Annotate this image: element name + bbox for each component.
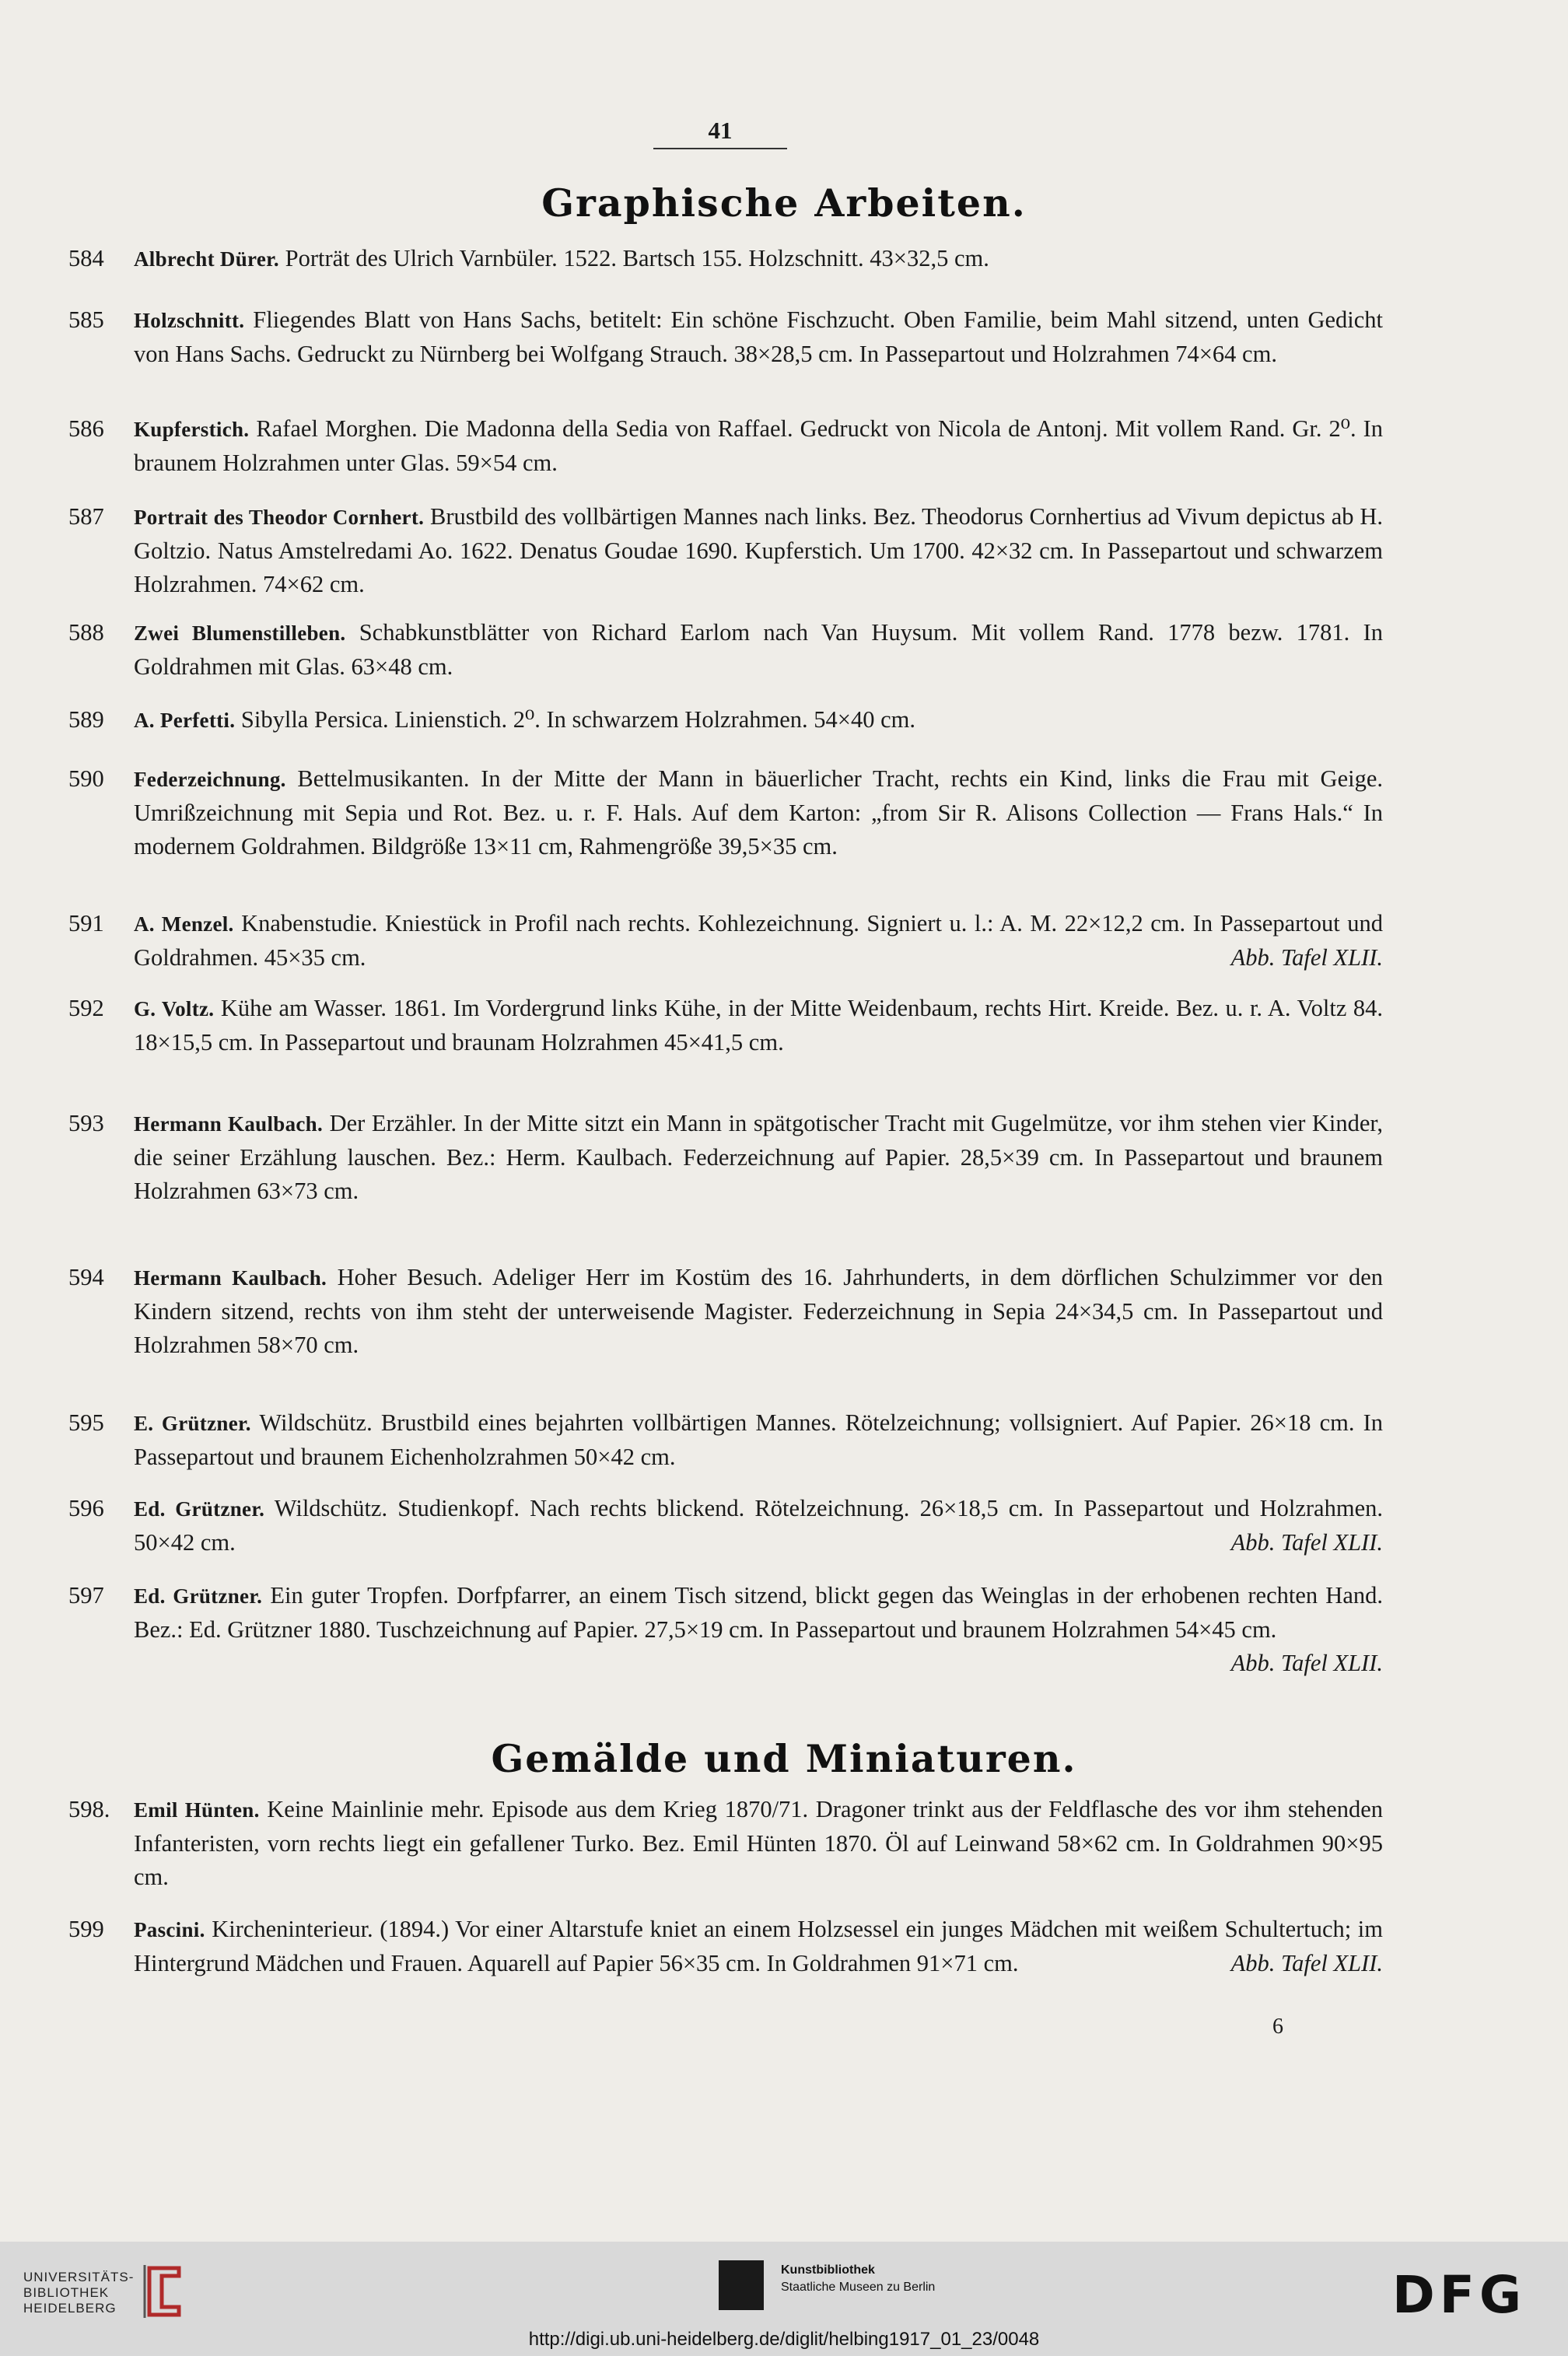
catalog-entry bbox=[68, 907, 1383, 975]
catalog-entry bbox=[68, 992, 1383, 1059]
catalog-entry bbox=[68, 1261, 1383, 1362]
kunstbibliothek-logo-icon bbox=[719, 2260, 764, 2310]
catalog-entry bbox=[68, 1793, 1383, 1894]
dfg-logo: DFG bbox=[1392, 2265, 1527, 2325]
entry-number: 597 bbox=[68, 1582, 104, 1609]
catalog-entry bbox=[68, 1579, 1383, 1680]
catalog-entry bbox=[68, 1107, 1383, 1208]
entry-number: 586 bbox=[68, 415, 104, 442]
entry-text: Brustbild des vollbärtigen Mannes nach links. Bez. Theodorus Cornhertius ad Vivum depictus ab H. Goltzio. Natus Amstelredami Ao. 1622. Denatus Goudae 1690. Kupferstich. Um 1700. 42×32 cm. In Passepartout und schwarzem Holzrahmen. 74×62 cm. bbox=[134, 503, 1384, 597]
entry-text: Ein guter Tropfen. Dorfpfarrer, an einem Tisch sitzend, blickt gegen das Weinglas in der erhobenen rechten Hand. Bez.: Ed. Grützner 1880. Tuschzeichnung auf Papier. 27,5×19 cm. In Passepartout und braunem Holzrahmen 54×45 cm. bbox=[134, 1582, 1383, 1643]
plate-reference: Abb. Tafel XLII. bbox=[1230, 1950, 1383, 1976]
uni-line: BIBLIOTHEK bbox=[23, 2285, 110, 2300]
entry-text: Knabenstudie. Kniestück in Profil nach rechts. Kohlezeichnung. Signiert u. l.: A. M. 22×12,2 cm. In Passepartout und Goldrahmen. 45×35 cm. bbox=[134, 910, 1384, 971]
section-heading-paintings: Gemälde und Miniaturen. bbox=[491, 1736, 1077, 1781]
entry-number: 592 bbox=[68, 995, 104, 1021]
entry-name: Kupferstich. bbox=[134, 418, 250, 441]
entry-name: A. Menzel. bbox=[134, 912, 234, 936]
entry-text: Porträt des Ulrich Varnbüler. 1522. Bartsch 155. Holzschnitt. 43×32,5 cm. bbox=[279, 245, 989, 271]
entry-number: 591 bbox=[68, 910, 104, 936]
catalog-entry bbox=[68, 1492, 1383, 1560]
entry-text: Keine Mainlinie mehr. Episode aus dem Krieg 1870/71. Dragoner trinkt aus der Feldflasche des vor ihm stehenden Infanteristen, vorn rechts liegt ein gefallener Turko. Bez. Emil Hünten 1870. Öl auf Leinwand 58×62 cm. In Goldrahmen 90×95 cm. bbox=[134, 1796, 1383, 1890]
entry-name: Holzschnitt. bbox=[134, 309, 245, 332]
entry-text: Wildschütz. Brustbild eines bejahrten vollbärtigen Mannes. Rötelzeichnung; vollsigniert. Auf Papier. 26×18 cm. In Passepartout und braunem Eichenholzrahmen 50×42 cm. bbox=[134, 1409, 1384, 1470]
uni-line: HEIDELBERG bbox=[23, 2301, 117, 2316]
entry-number: 590 bbox=[68, 765, 104, 792]
catalog-entry bbox=[68, 500, 1383, 601]
entry-number: 589 bbox=[68, 706, 104, 733]
entry-text: Kircheninterieur. (1894.) Vor einer Altarstufe kniet an einem Holzsessel ein junges Mädchen mit weißem Schultertuch; im Hintergrund Mädchen und Frauen. Aquarell auf Papier 56×35 cm. In Goldrahmen 91×71 cm. bbox=[134, 1916, 1383, 1976]
entry-number: 594 bbox=[68, 1264, 104, 1290]
entry-name: G. Voltz. bbox=[134, 997, 215, 1020]
section-heading-graphic-works: Graphische Arbeiten. bbox=[541, 180, 1027, 226]
university-library-text bbox=[23, 2270, 134, 2316]
entry-text: Bettelmusikanten. In der Mitte der Mann in bäuerlicher Tracht, rechts ein Kind, links die Frau mit Geige. Umrißzeichnung mit Sepia und Rot. Bez. u. r. F. Hals. Auf dem Karton: „from Sir R. Alisons Collection — Frans Hals.“ In modernem Goldrahmen. Bildgröße 13×11 cm, Rahmengröße 39,5×35 cm. bbox=[134, 765, 1383, 859]
entry-text: Kühe am Wasser. 1861. Im Vordergrund links Kühe, in der Mitte Weidenbaum, rechts Hirt. Kreide. Bez. u. r. A. Voltz 84. 18×15,5 cm. In Passepartout und braunam Holzrahmen 45×41,5 cm. bbox=[134, 995, 1384, 1055]
entry-name: Ed. Grützner. bbox=[134, 1584, 263, 1608]
entry-name: Pascini. bbox=[134, 1918, 205, 1941]
signature-mark: 6 bbox=[1272, 2015, 1283, 2039]
kunstbibliothek-text bbox=[781, 2262, 935, 2296]
entry-number: 596 bbox=[68, 1495, 104, 1521]
entry-number: 598. bbox=[68, 1796, 110, 1822]
plate-reference: Abb. Tafel XLII. bbox=[1230, 944, 1383, 971]
catalog-entry bbox=[68, 762, 1383, 863]
entry-number: 585 bbox=[68, 306, 104, 333]
catalog-entry bbox=[68, 703, 1383, 737]
entry-name: Federzeichnung. bbox=[134, 768, 286, 791]
entry-name: E. Grützner. bbox=[134, 1412, 251, 1435]
entry-text: Schabkunstblätter von Richard Earlom nach Van Huysum. Mit vollem Rand. 1778 bezw. 1781. In Goldrahmen mit Glas. 63×48 cm. bbox=[134, 619, 1383, 680]
kunst-subtitle: Staatliche Museen zu Berlin bbox=[781, 2281, 936, 2294]
university-logo-icon bbox=[138, 2263, 190, 2319]
catalog-entry bbox=[68, 412, 1383, 480]
entry-text: Sibylla Persica. Linienstich. 2⁰. In schwarzem Holzrahmen. 54×40 cm. bbox=[235, 706, 916, 733]
entry-text: Fliegendes Blatt von Hans Sachs, betitelt: Ein schöne Fischzucht. Oben Familie, beim Mahl sitzend, unten Gedicht von Hans Sachs. Gedruckt zu Nürnberg bei Wolfgang Strauch. 38×28,5 cm. In Passepartout und Holzrahmen 74×64 cm. bbox=[134, 306, 1383, 367]
entry-text: Rafael Morghen. Die Madonna della Sedia von Raffael. Gedruckt von Nicola de Antonj. Mit vollem Rand. Gr. 2⁰. In braunem Holzrahmen unter Glas. 59×54 cm. bbox=[134, 415, 1383, 476]
entry-name: Albrecht Dürer. bbox=[134, 247, 279, 271]
entry-number: 599 bbox=[68, 1916, 104, 1942]
source-url[interactable]: http://digi.ub.uni-heidelberg.de/diglit/helbing1917_01_23/0048 bbox=[528, 2329, 1040, 2350]
page-number: 41 bbox=[708, 117, 733, 144]
entry-name: Hermann Kaulbach. bbox=[134, 1266, 327, 1290]
plate-reference: Abb. Tafel XLII. bbox=[1230, 1650, 1383, 1676]
entry-name: Hermann Kaulbach. bbox=[134, 1112, 324, 1136]
entry-number: 584 bbox=[68, 245, 104, 271]
catalog-entry bbox=[68, 303, 1383, 371]
entry-number: 587 bbox=[68, 503, 104, 530]
uni-line: UNIVERSITÄTS- bbox=[23, 2270, 135, 2284]
entry-name: A. Perfetti. bbox=[134, 709, 236, 732]
entry-name: Emil Hünten. bbox=[134, 1798, 260, 1822]
page-number-rule bbox=[653, 148, 787, 149]
catalog-entry bbox=[68, 616, 1383, 684]
entry-number: 593 bbox=[68, 1110, 104, 1136]
entry-name: Ed. Grützner. bbox=[134, 1497, 265, 1521]
entry-name: Zwei Blumenstilleben. bbox=[134, 621, 346, 645]
catalog-entry bbox=[68, 1913, 1383, 1980]
entry-text: Der Erzähler. In der Mitte sitzt ein Mann in spätgotischer Tracht mit Gugelmütze, vor ihm stehen vier Kinder, die seiner Erzählung lauschen. Bez.: Herm. Kaulbach. Federzeichnung auf Papier. 28,5×39 cm. In Passepartout und braunem Holzrahmen 63×73 cm. bbox=[134, 1110, 1383, 1204]
entry-number: 595 bbox=[68, 1409, 104, 1436]
catalog-entry bbox=[68, 1406, 1383, 1474]
catalog-entry bbox=[68, 242, 1383, 276]
entry-name: Portrait des Theodor Cornhert. bbox=[134, 506, 425, 529]
plate-reference: Abb. Tafel XLII. bbox=[1230, 1529, 1383, 1556]
entry-number: 588 bbox=[68, 619, 104, 646]
entry-text: Wildschütz. Studienkopf. Nach rechts blickend. Rötelzeichnung. 26×18,5 cm. In Passepartout und Holzrahmen. 50×42 cm. bbox=[134, 1495, 1383, 1556]
entry-text: Hoher Besuch. Adeliger Herr im Kostüm des 16. Jahrhunderts, in dem dörflichen Schulzimmer vor den Kindern sitzend, rechts von ihm steht der unterweisende Magister. Federzeichnung in Sepia 24×34,5 cm. In Passepartout und Holzrahmen 58×70 cm. bbox=[134, 1264, 1383, 1358]
kunst-title: Kunstbibliothek bbox=[781, 2263, 875, 2277]
